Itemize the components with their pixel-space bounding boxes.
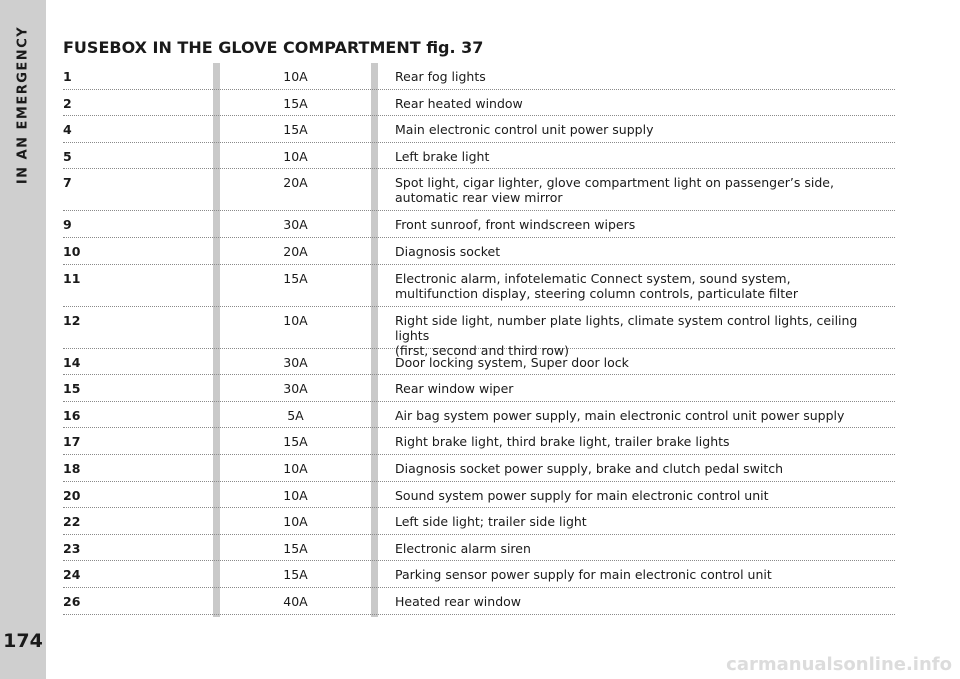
fuse-amperage: 20A (283, 175, 308, 191)
fuse-amperage: 20A (283, 243, 308, 259)
fuse-description-line: Right brake light, third brake light, trailer brake lights (395, 434, 730, 450)
fuse-description (378, 588, 895, 614)
fuse-description (378, 349, 895, 375)
fuse-number: 2 (63, 95, 72, 111)
fuse-description-line: Electronic alarm siren (395, 540, 531, 556)
fuse-description (378, 116, 895, 142)
fuse-description-line: Left brake light (395, 148, 490, 164)
table-row (63, 238, 895, 265)
fuse-amperage: 30A (283, 381, 308, 397)
fuse-description (378, 169, 895, 210)
side-tab (0, 0, 46, 679)
fuse-description (378, 143, 895, 169)
table-row (63, 482, 895, 509)
fuse-amperage: 15A (283, 95, 308, 111)
fuse-description-line: Front sunroof, front windscreen wipers (395, 217, 636, 233)
fuse-description (378, 482, 895, 508)
fuse-amperage: 10A (283, 148, 308, 164)
fuse-description-line: Parking sensor power supply for main electronic control unit (395, 567, 772, 583)
fuse-number: 16 (63, 407, 81, 423)
table-row (63, 375, 895, 402)
fuse-amperage: 10A (283, 514, 308, 530)
fuse-description (378, 375, 895, 401)
fuse-description-line: Diagnosis socket (395, 243, 501, 259)
fuse-description (378, 63, 895, 89)
fuse-description-line: multifunction display, steering column controls, particulate filter (395, 285, 799, 301)
fuse-description-line: Rear heated window (395, 95, 523, 111)
table-row (63, 169, 895, 211)
fuse-amperage: 10A (283, 487, 308, 503)
fuse-description (378, 265, 895, 306)
fuse-amperage: 15A (283, 567, 308, 583)
table-row (63, 402, 895, 429)
table-row (63, 63, 895, 90)
fuse-amperage: 10A (283, 460, 308, 476)
fuse-description (378, 238, 895, 264)
fuse-description (378, 508, 895, 534)
fuse-description-line: Sound system power supply for main electronic control unit (395, 487, 769, 503)
fuse-description-line: Air bag system power supply, main electronic control unit power supply (395, 407, 845, 423)
table-row (63, 508, 895, 535)
page-number: 174 (3, 630, 43, 652)
fuse-amperage: 40A (283, 593, 308, 609)
fuse-amperage: 15A (283, 434, 308, 450)
table-row (63, 455, 895, 482)
fuse-description (378, 90, 895, 116)
table-row (63, 561, 895, 588)
fuse-number: 12 (63, 312, 81, 328)
table-row (63, 90, 895, 117)
fuse-number: 15 (63, 381, 81, 397)
table-row (63, 588, 895, 615)
fuse-description (378, 428, 895, 454)
fuse-description (378, 307, 895, 358)
fuse-number: 1 (63, 69, 72, 84)
fuse-description-line: Left side light; trailer side light (395, 514, 587, 530)
fuse-amperage: 15A (283, 122, 308, 138)
fuse-description-line: automatic rear view mirror (395, 190, 563, 206)
fuse-description (378, 535, 895, 561)
fuse-number: 23 (63, 540, 81, 556)
fuse-description-line: Door locking system, Super door lock (395, 354, 629, 370)
fuse-description (378, 455, 895, 481)
fuse-table (63, 63, 895, 615)
table-row (63, 428, 895, 455)
table-row (63, 143, 895, 170)
fuse-number: 24 (63, 567, 81, 583)
fuse-amperage: 10A (283, 69, 308, 84)
fuse-description-line: Diagnosis socket power supply, brake and clutch pedal switch (395, 460, 784, 476)
table-row (63, 265, 895, 307)
fuse-rows (63, 63, 895, 615)
fuse-amperage: 30A (283, 217, 308, 233)
table-row (63, 211, 895, 238)
table-row (63, 307, 895, 358)
table-row (63, 349, 895, 376)
fuse-amperage: 10A (283, 312, 308, 328)
fuse-number: 11 (63, 270, 81, 286)
fuse-description-line: Main electronic control unit power supply (395, 122, 654, 138)
fuse-amperage: 30A (283, 354, 308, 370)
fuse-number: 4 (63, 122, 72, 138)
fuse-description (378, 211, 895, 237)
watermark: carmanualsonline.info (726, 654, 952, 675)
fuse-amperage: 5A (287, 407, 304, 423)
table-row (63, 535, 895, 562)
fuse-number: 9 (63, 217, 72, 233)
table-row (63, 116, 895, 143)
fuse-number: 18 (63, 460, 81, 476)
fuse-description-line: Electronic alarm, infotelematic Connect system, sound system, (395, 270, 791, 286)
fuse-description-line: Spot light, cigar lighter, glove compartment light on passenger’s side, (395, 175, 834, 191)
fuse-description-line: Rear window wiper (395, 381, 514, 397)
fuse-amperage: 15A (283, 270, 308, 286)
fuse-description-line: Rear fog lights (395, 69, 486, 84)
fuse-description-line: (first, second and third row) (395, 342, 570, 358)
fuse-number: 7 (63, 175, 72, 191)
fuse-description (378, 402, 895, 428)
fuse-number: 26 (63, 593, 81, 609)
fuse-description (378, 561, 895, 587)
fuse-number: 14 (63, 354, 81, 370)
fuse-number: 17 (63, 434, 81, 450)
fuse-number: 5 (63, 148, 72, 164)
fuse-number: 20 (63, 487, 81, 503)
fuse-description-line: Right side light, number plate lights, climate system control lights, ceiling lights (395, 312, 858, 343)
fuse-description-line: Heated rear window (395, 593, 522, 609)
section-title: IN AN EMERGENCY (15, 25, 31, 185)
fuse-number: 10 (63, 243, 81, 259)
fuse-amperage: 15A (283, 540, 308, 556)
page-heading: FUSEBOX IN THE GLOVE COMPARTMENT fig. 37 (63, 38, 484, 57)
fuse-number: 22 (63, 514, 81, 530)
